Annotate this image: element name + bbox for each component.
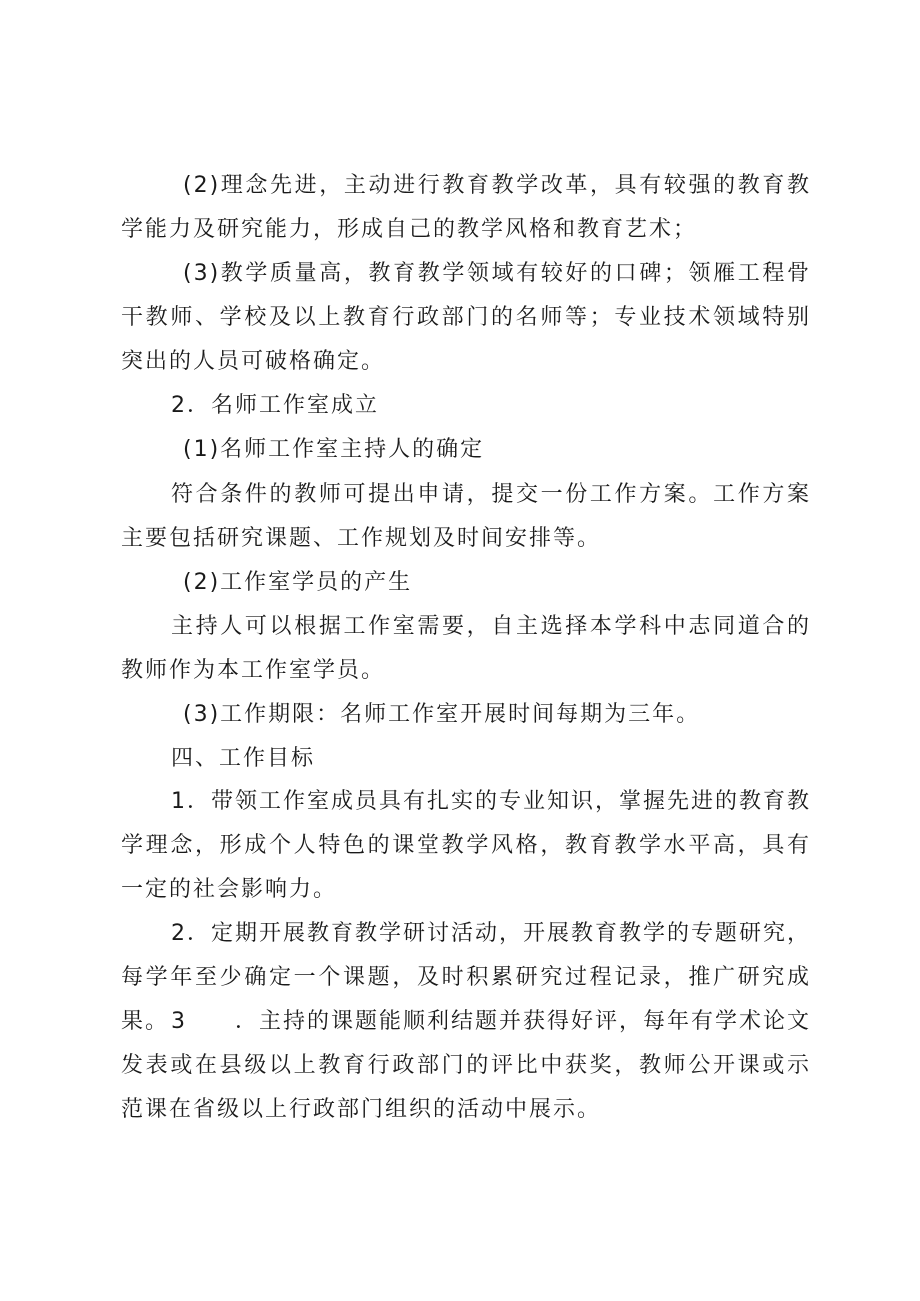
paragraph-goal-2: 2．定期开展教育教学研讨活动，开展教育教学的专题研究，每学年至少确定一个课题，及时积累研究过程记录，推广研究成果。	[121, 921, 811, 1034]
subheading-trainee-selection: (2)工作室学员的产生	[183, 570, 413, 595]
paragraph-host-application: 符合条件的教师可提出申请，提交一份工作方案。工作方案主要包括研究课题、工作规划及时间安排等。	[121, 482, 811, 551]
paragraph-criterion-2: (2)理念先进，主动进行教育教学改革，具有较强的教育教学能力及研究能力，形成自己的教学风格和教育艺术；	[121, 173, 811, 242]
subheading-host-determination: (1)名师工作室主持人的确定	[183, 437, 485, 462]
paragraph-work-period: (3)工作期限：名师工作室开展时间每期为三年。	[183, 702, 701, 727]
paragraph-goal-3: 3 ．主持的课题能顺利结题并获得好评，每年有学术论文发表或在县级以上教育行政部门的评比中获奖，教师公开课或示范课在省级以上行政部门组织的活动中展示。	[121, 1009, 811, 1122]
heading-work-goals: 四、工作目标	[171, 746, 316, 771]
heading-studio-establishment: 2．名师工作室成立	[171, 393, 379, 418]
paragraph-trainee-selection: 主持人可以根据工作室需要，自主选择本学科中志同道合的教师作为本工作室学员。	[121, 614, 811, 683]
paragraph-goal-1: 1．带领工作室成员具有扎实的专业知识，掌握先进的教育教学理念，形成个人特色的课堂教学风格，教育教学水平高，具有一定的社会影响力。	[121, 789, 811, 902]
paragraph-criterion-3: (3)教学质量高，教育教学领域有较好的口碑；领雁工程骨干教师、学校及以上教育行政部门的名师等；专业技术领域特别突出的人员可破格确定。	[121, 261, 811, 374]
